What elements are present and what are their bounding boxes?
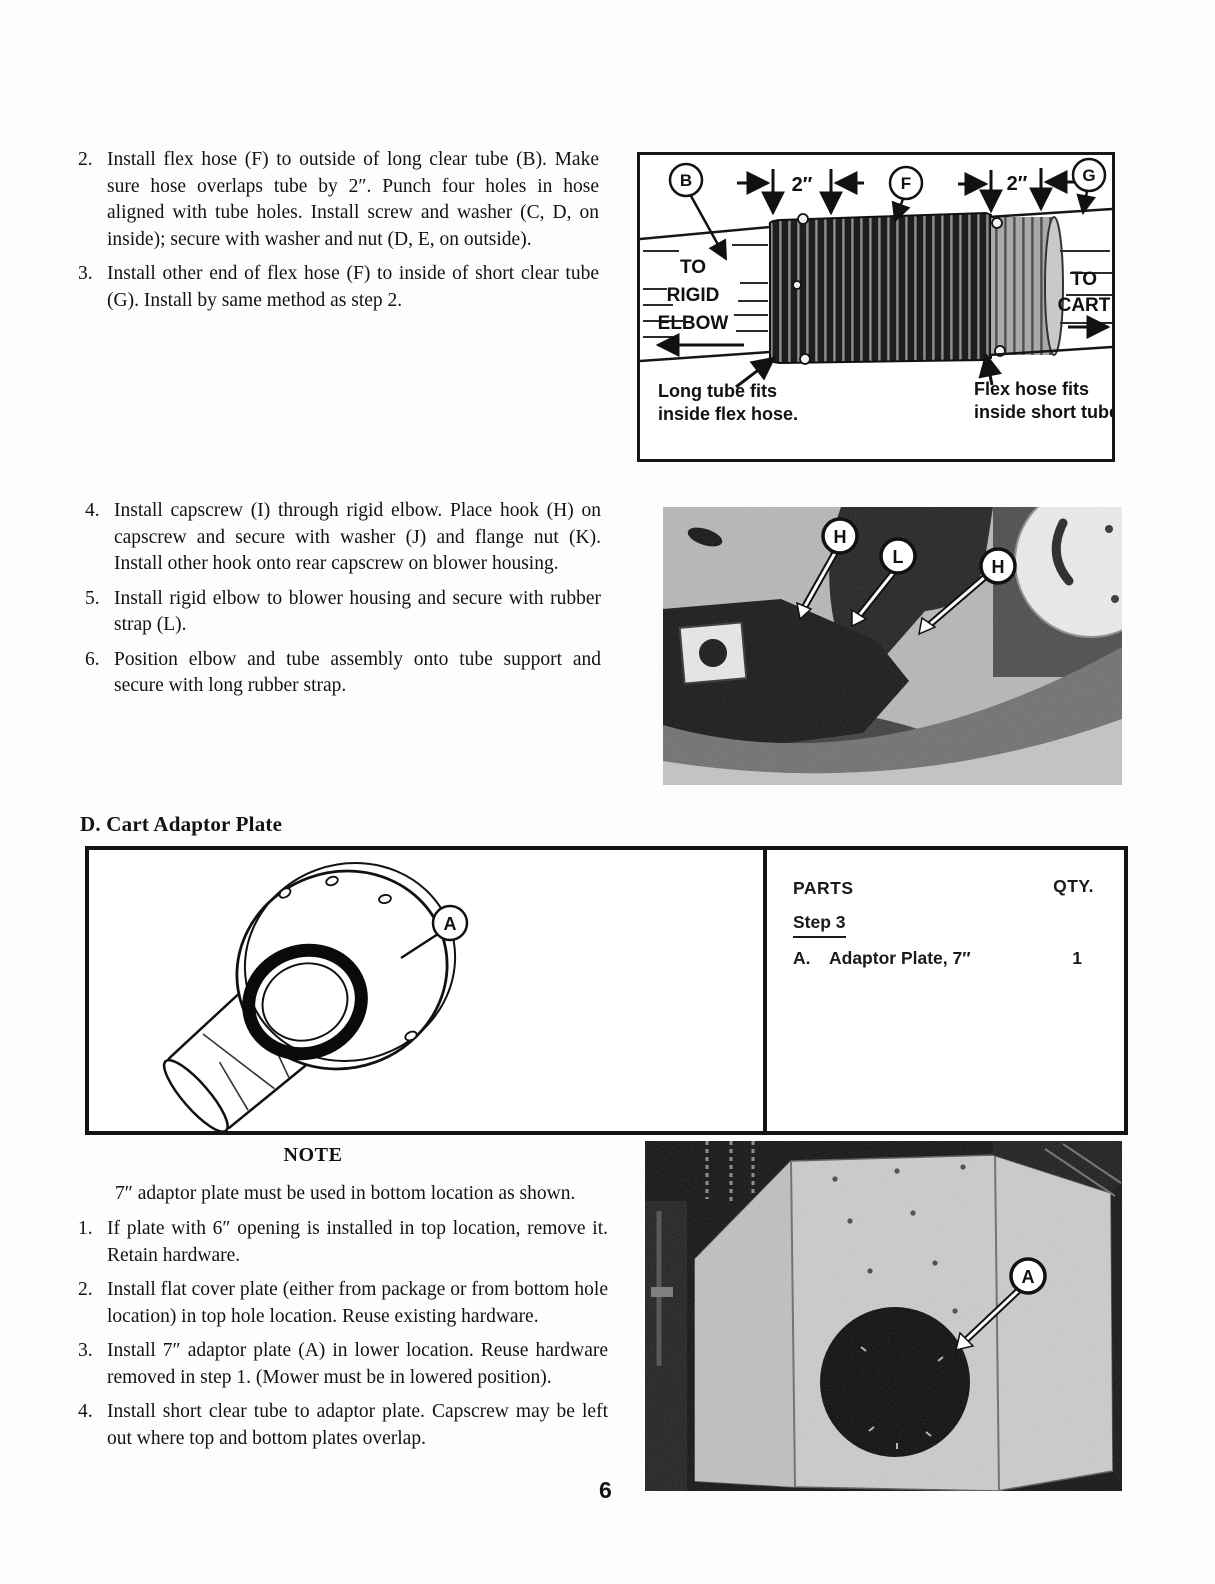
callout-g-label: G <box>1082 166 1096 185</box>
cart-adaptor-photo <box>645 1141 1122 1491</box>
step-text: If plate with 6″ opening is installed in top location, remove it. Retain hardware. <box>107 1218 608 1266</box>
steps-2-3-block <box>78 147 599 322</box>
parts-row-name: Adaptor Plate, 7″ <box>829 948 971 968</box>
step-item <box>85 586 601 639</box>
step-text: Position elbow and tube assembly onto tube support and secure with long rubber strap. <box>114 648 601 696</box>
callout-g-icon <box>1073 159 1105 213</box>
parts-step-label: Step 3 <box>793 912 846 938</box>
note-body: 7″ adaptor plate must be used in bottom location as shown. <box>115 1182 576 1204</box>
qty-header: QTY. <box>1053 876 1094 896</box>
dimension-left-label: 2″ <box>791 174 813 196</box>
caption-right-line1: Flex hose fits <box>974 379 1090 399</box>
section-d-heading: D. Cart Adaptor Plate <box>80 812 283 836</box>
page-number: 6 <box>599 1477 612 1503</box>
parts-row-qty: 1 <box>1072 948 1082 968</box>
adaptor-plate-drawing <box>89 850 763 1131</box>
cart-adaptor-photo-image <box>645 1141 1122 1491</box>
step-item <box>78 261 599 314</box>
to-rigid-elbow-line1: TO <box>679 257 707 278</box>
parts-row-id: A. <box>793 948 811 968</box>
step-number: 4. <box>78 1401 93 1422</box>
caption-right-line2: inside short tube. <box>974 402 1112 422</box>
callout-h2-label: H <box>991 557 1005 577</box>
callout-b-label: B <box>679 171 693 190</box>
callout-h2-icon <box>981 549 1015 583</box>
callout-l-label: L <box>892 547 904 567</box>
note-heading: NOTE <box>283 1144 343 1166</box>
step-item <box>78 1399 608 1452</box>
hose-overlap-diagram <box>640 155 1112 459</box>
caption-left-line1: Long tube fits <box>658 381 777 401</box>
callout-a-photo-label: A <box>1021 1267 1035 1287</box>
callout-h1-label: H <box>833 527 847 547</box>
step-number: 2. <box>78 1279 93 1300</box>
step-number: 2. <box>78 149 93 170</box>
step-item <box>85 498 601 578</box>
to-cart-line2: CART <box>1057 295 1111 316</box>
to-rigid-elbow-line3: ELBOW <box>657 313 729 334</box>
long-clear-tube-drawing <box>640 227 770 361</box>
parts-panel <box>767 850 1124 1131</box>
caption-left <box>658 358 798 424</box>
note-block <box>78 1142 608 1460</box>
flex-hose-drawing <box>770 213 1063 364</box>
to-rigid-elbow-line2: RIGID <box>666 285 720 306</box>
step-item <box>78 1216 608 1269</box>
elbow-hook-photo-image <box>663 507 1122 785</box>
step-number: 1. <box>78 1218 93 1239</box>
step-text: Install short clear tube to adaptor plate. Capscrew may be left out where top and bottom plates overlap. <box>107 1401 608 1449</box>
dimension-right-label: 2″ <box>1006 173 1028 195</box>
hose-overlap-figure <box>637 152 1115 462</box>
callout-a-photo-icon <box>1011 1259 1045 1293</box>
step-text: Install flex hose (F) to outside of long clear tube (B). Make sure hose overlaps tube by 2″. Punch four holes in hose aligned with tube holes. Install screw and washer (C, D, on inside); secure with washer and nut (D, E, on outside). <box>107 149 599 250</box>
step-number: 4. <box>85 500 100 521</box>
elbow-hook-photo <box>663 507 1122 785</box>
step-number: 5. <box>85 587 100 609</box>
step-number: 3. <box>78 263 93 284</box>
caption-left-line2: inside flex hose. <box>658 404 799 424</box>
step-number: 3. <box>78 1340 93 1361</box>
callout-b-icon <box>670 164 726 259</box>
callout-l-icon <box>881 539 915 573</box>
step-item <box>78 1277 608 1330</box>
step-text: Install other end of flex hose (F) to inside of short clear tube (G). Install by same method as step 2. <box>107 263 599 311</box>
step-item <box>85 647 601 700</box>
step-text: Install rigid elbow to blower housing and secure with rubber strap (L). <box>114 587 601 635</box>
callout-f-label: F <box>900 174 912 193</box>
parts-header: PARTS <box>793 878 854 898</box>
callout-a-label: A <box>443 914 457 934</box>
adaptor-plate-box <box>85 846 1128 1135</box>
step-number: 6. <box>85 648 100 670</box>
caption-right <box>974 355 1112 422</box>
step-text: Install 7″ adaptor plate (A) in lower location. Reuse hardware removed in step 1. (Mower must be in lowered position). <box>107 1340 608 1388</box>
step-item <box>78 1338 608 1391</box>
to-cart-line1: TO <box>1070 269 1098 290</box>
callout-h1-icon <box>823 519 857 553</box>
step-text: Install flat cover plate (either from package or from bottom hole location) in top hole location. Reuse existing hardware. <box>107 1279 608 1327</box>
step-item <box>78 147 599 253</box>
step-text: Install capscrew (I) through rigid elbow. Place hook (H) on capscrew and secure with washer (J) and flange nut (K). Install other hook onto rear capscrew on blower housing. <box>114 500 601 574</box>
steps-4-6-block <box>85 498 601 708</box>
callout-f-icon <box>890 167 922 221</box>
